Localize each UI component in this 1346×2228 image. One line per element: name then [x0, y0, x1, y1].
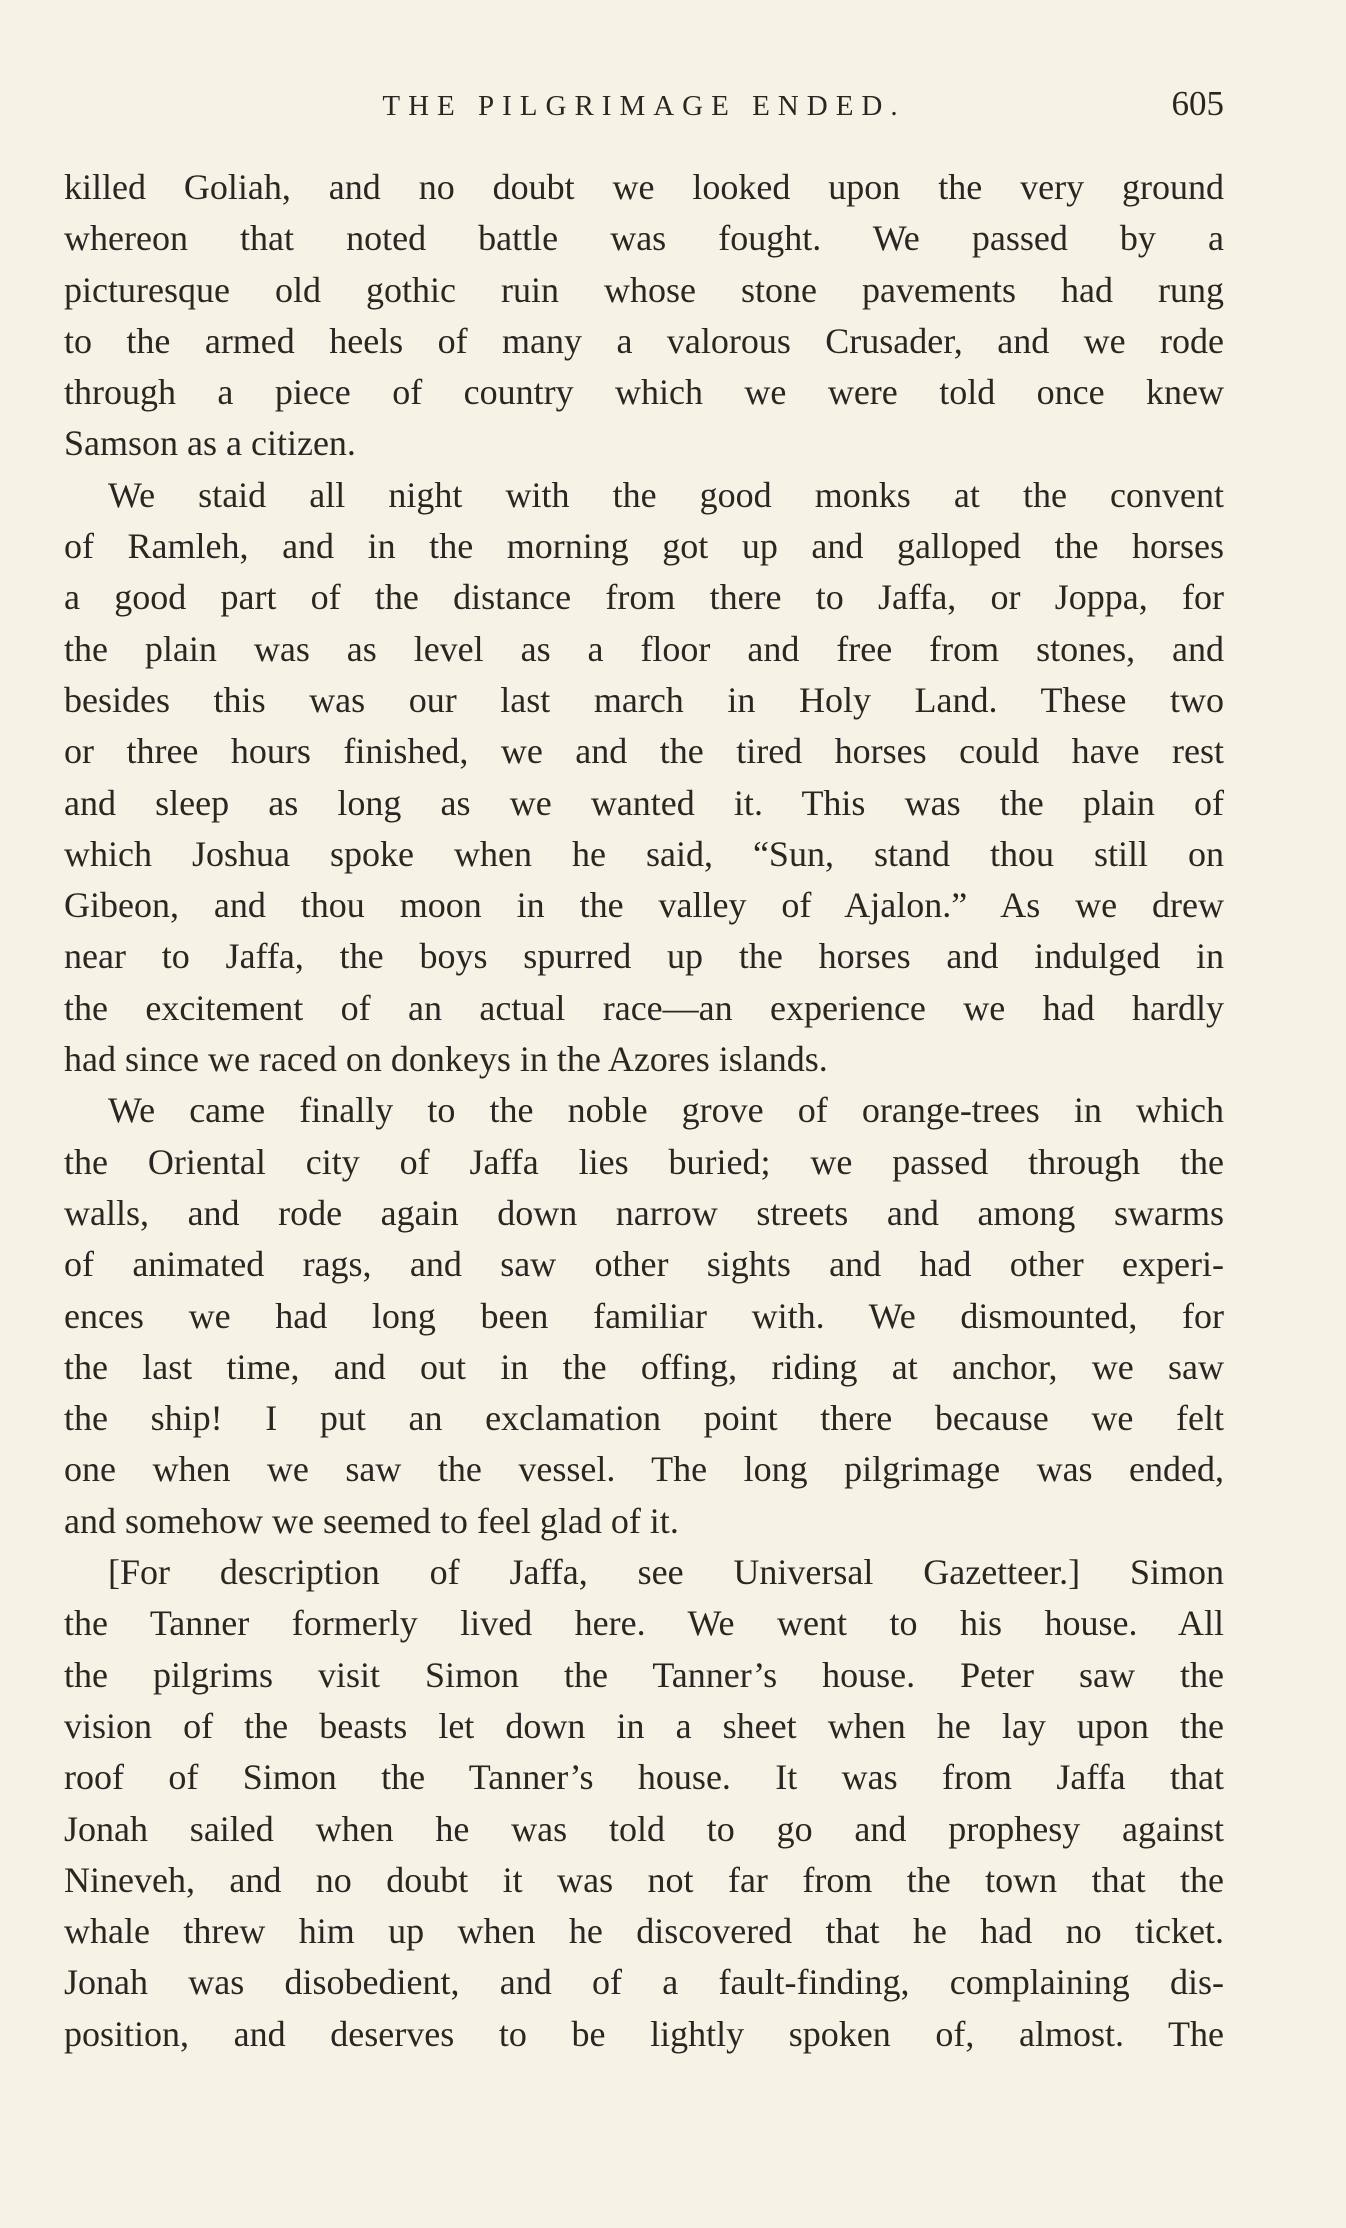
text-line: of animated rags, and saw other sights and had other experi- — [64, 1244, 1224, 1285]
text-line: had since we raced on donkeys in the Azores islands. — [64, 1039, 828, 1080]
text-line: one when we saw the vessel. The long pilgrimage was ended, — [64, 1449, 1224, 1490]
text-line: Jonah sailed when he was told to go and prophesy against — [64, 1808, 1224, 1849]
text-line: Jonah was disobedient, and of a fault-finding, complaining dis- — [64, 1962, 1224, 2003]
text-line: picturesque old gothic ruin whose stone pavements had rung — [64, 269, 1224, 310]
text-line: Samson as a citizen. — [64, 423, 356, 464]
paragraph-start-line: We staid all night with the good monks at the convent — [108, 474, 1224, 515]
text-line: which Joshua spoke when he said, “Sun, stand thou still on — [64, 833, 1224, 874]
running-head — [64, 84, 1224, 128]
text-line: killed Goliah, and no doubt we looked upon the very ground — [64, 167, 1224, 207]
text-line: the Tanner formerly lived here. We went to his house. All — [64, 1603, 1224, 1644]
text-line: ences we had long been familiar with. We dismounted, for — [64, 1295, 1224, 1336]
text-line: and sleep as long as we wanted it. This was the plain of — [64, 782, 1224, 823]
text-line: the pilgrims visit Simon the Tanner’s house. Peter saw the — [64, 1654, 1224, 1695]
page-number: 605 — [1171, 84, 1224, 123]
text-line: the Oriental city of Jaffa lies buried; we passed through the — [64, 1141, 1224, 1182]
text-line: roof of Simon the Tanner’s house. It was from Jaffa that — [64, 1757, 1224, 1798]
text-line: position, and deserves to be lightly spoken of, almost. The — [64, 2013, 1224, 2054]
text-line: walls, and rode again down narrow streets and among swarms — [64, 1192, 1224, 1233]
body-text — [64, 162, 1224, 2060]
text-line: or three hours finished, we and the tired horses could have rest — [64, 731, 1224, 772]
text-line: to the armed heels of many a valorous Crusader, and we rode — [64, 320, 1224, 361]
text-line: the last time, and out in the offing, riding at anchor, we saw — [64, 1346, 1224, 1387]
text-line: whale threw him up when he discovered that he had no ticket. — [64, 1911, 1224, 1952]
paragraph-start-line: We came finally to the noble grove of orange-trees in which — [108, 1090, 1224, 1131]
running-head-title: THE PILGRIMAGE ENDED. — [382, 90, 906, 122]
text-line: the ship! I put an exclamation point there because we felt — [64, 1398, 1224, 1439]
text-line: vision of the beasts let down in a sheet when he lay upon the — [64, 1705, 1224, 1746]
text-line: near to Jaffa, the boys spurred up the horses and indulged in — [64, 936, 1224, 977]
text-line: the excitement of an actual race—an experience we had hardly — [64, 987, 1224, 1028]
text-line: Gibeon, and thou moon in the valley of Ajalon.” As we drew — [64, 885, 1224, 926]
text-line: besides this was our last march in Holy Land. These two — [64, 679, 1224, 720]
text-line: of Ramleh, and in the morning got up and galloped the horses — [64, 526, 1224, 567]
text-line: a good part of the distance from there to Jaffa, or Joppa, for — [64, 577, 1224, 618]
text-line: through a piece of country which we were told once knew — [64, 372, 1224, 413]
text-line: Nineveh, and no doubt it was not far from the town that the — [64, 1859, 1224, 1900]
text-line: whereon that noted battle was fought. We passed by a — [64, 218, 1224, 259]
text-line: the plain was as level as a floor and free from stones, and — [64, 628, 1224, 669]
paragraph-start-line: [For description of Jaffa, see Universal Gazetteer.] Simon — [108, 1552, 1224, 1593]
text-line: and somehow we seemed to feel glad of it. — [64, 1500, 679, 1541]
